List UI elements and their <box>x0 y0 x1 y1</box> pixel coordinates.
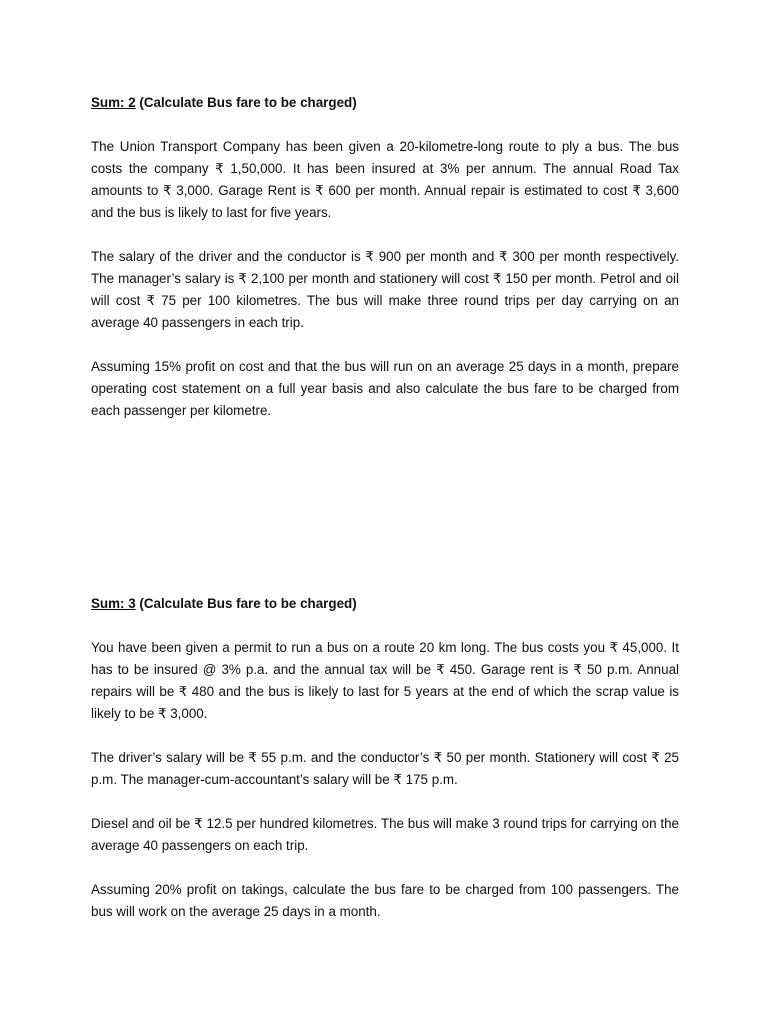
sum-3-section <box>91 593 679 923</box>
sum-2-heading <box>91 92 679 114</box>
sum-2-paragraph-2: The salary of the driver and the conductor is ₹ 900 per month and ₹ 300 per month respectively. The manager’s salary is ₹ 2,100 per month and stationery will cost ₹ 150 per month. Petrol and oil will cost ₹ 75 per 100 kilometres. The bus will make three round trips per day carrying on an average 40 passengers in each trip. <box>91 249 679 330</box>
sum-3-heading <box>91 593 679 615</box>
sum-2-section <box>91 92 679 422</box>
sum-3-paragraph-1: You have been given a permit to run a bus on a route 20 km long. The bus costs you ₹ 45,000. It has to be insured @ 3% p.a. and the annual tax will be ₹ 450. Garage rent is ₹ 50 p.m. Annual repairs will be ₹ 480 and the bus is likely to last for 5 years at the end of which the scrap value is likely to be ₹ 3,000. <box>91 640 679 721</box>
sum-2-title: (Calculate Bus fare to be charged) <box>135 95 357 110</box>
sum-3-paragraph-4: Assuming 20% profit on takings, calculate the bus fare to be charged from 100 passengers. The bus will work on the average 25 days in a month. <box>91 882 679 919</box>
sum-3-label: Sum: 3 <box>91 596 136 611</box>
sum-2-label: Sum: 2 <box>91 95 136 110</box>
sum-3-paragraph-2: The driver’s salary will be ₹ 55 p.m. and the conductor’s ₹ 50 per month. Stationery will cost ₹ 25 p.m. The manager-cum-accountant’s salary will be ₹ 175 p.m. <box>91 750 679 787</box>
sum-2-paragraph-1: The Union Transport Company has been given a 20-kilometre-long route to ply a bus. The bus costs the company ₹ 1,50,000. It has been insured at 3% per annum. The annual Road Tax amounts to ₹ 3,000. Garage Rent is ₹ 600 per month. Annual repair is estimated to cost ₹ 3,600 and the bus is likely to last for five years. <box>91 139 679 220</box>
sum-3-paragraph-3: Diesel and oil be ₹ 12.5 per hundred kilometres. The bus will make 3 round trips for carrying on the average 40 passengers on each trip. <box>91 816 679 853</box>
sum-3-title: (Calculate Bus fare to be charged) <box>135 596 357 611</box>
sum-2-paragraph-3: Assuming 15% profit on cost and that the bus will run on an average 25 days in a month, prepare operating cost statement on a full year basis and also calculate the bus fare to be charged from each passenger per kilometre. <box>91 359 679 418</box>
